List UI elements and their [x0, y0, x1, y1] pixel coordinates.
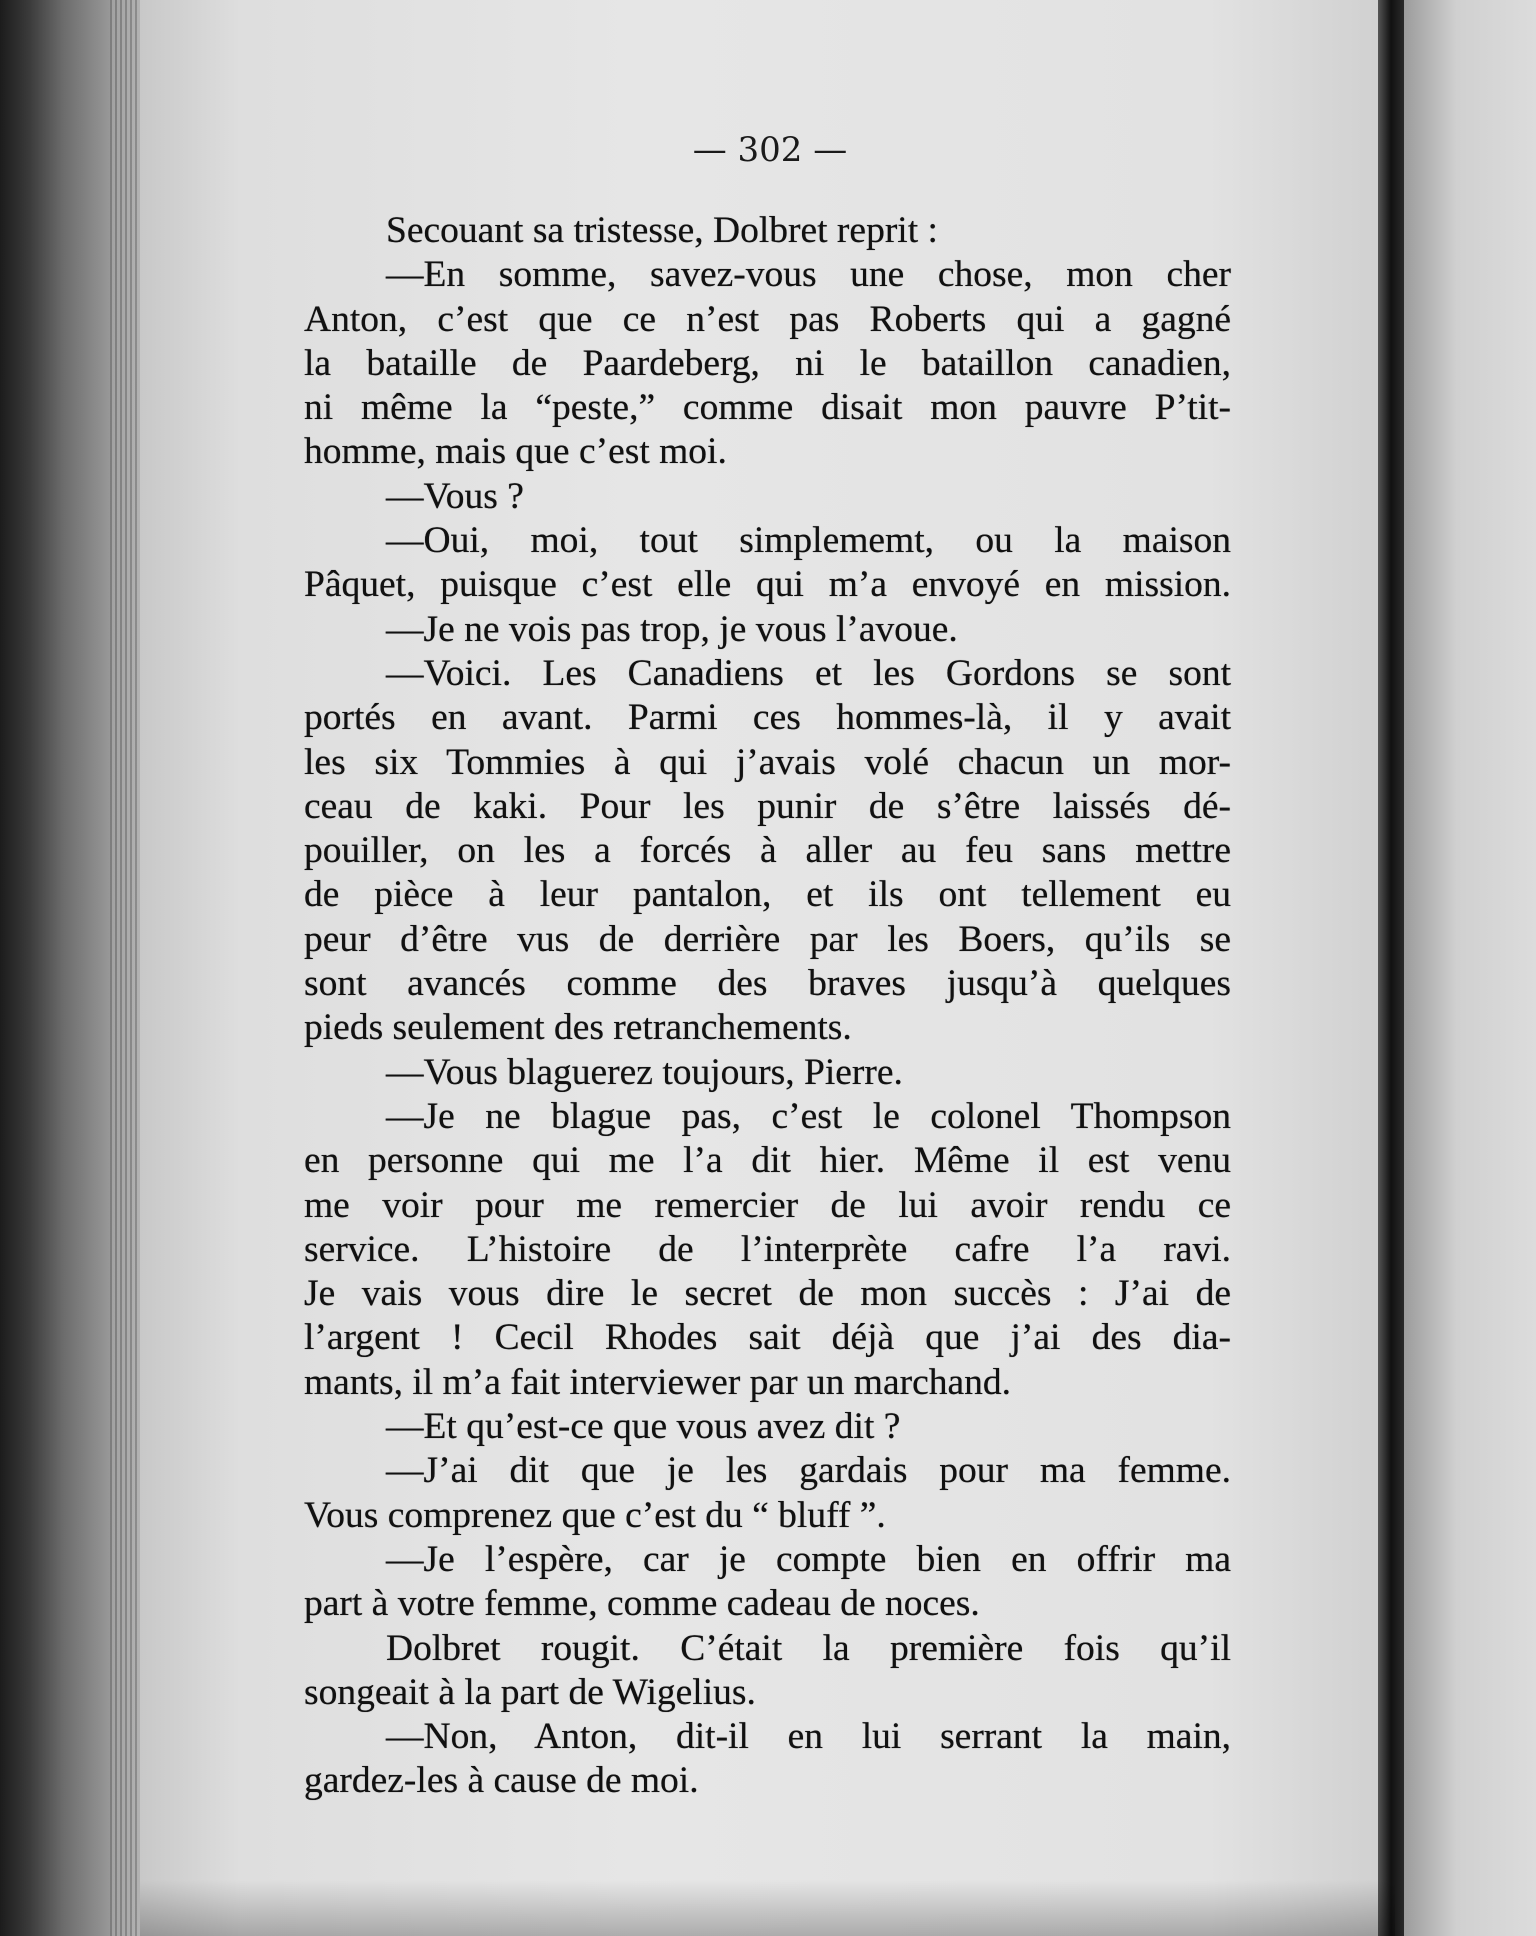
text-line: homme, mais que c’est moi. [304, 431, 727, 473]
text-line: —Je l’espère, car je compte bien en offrir ma [386, 1538, 1231, 1580]
text-line: Pâquet, puisque c’est elle qui m’a envoyé en mission. [304, 564, 1231, 606]
text-line: part à votre femme, comme cadeau de noces. [304, 1583, 980, 1625]
text-line: —Et qu’est-ce que vous avez dit ? [386, 1406, 901, 1448]
text-line: —En somme, savez-vous une chose, mon cher [386, 254, 1231, 296]
body-text [304, 209, 1231, 1804]
text-line: ni même la “peste,” comme disait mon pauvre P’tit- [304, 387, 1231, 429]
text-line: de pièce à leur pantalon, et ils ont tellement eu [304, 874, 1231, 916]
text-line: me voir pour me remercier de lui avoir rendu ce [304, 1184, 1231, 1226]
text-line: mants, il m’a fait interviewer par un marchand. [304, 1361, 1012, 1403]
text-line: —Voici. Les Canadiens et les Gordons se sont [386, 652, 1231, 694]
text-line: Secouant sa tristesse, Dolbret reprit : [386, 210, 938, 251]
text-line: les six Tommies à qui j’avais volé chacun un mor- [304, 741, 1231, 783]
text-line: sont avancés comme des braves jusqu’à quelques [304, 963, 1231, 1005]
text-line: Dolbret rougit. C’était la première fois qu’il [386, 1627, 1231, 1669]
text-line: service. L’histoire de l’interprète cafre l’a ravi. [304, 1228, 1231, 1270]
text-line: Anton, c’est que ce n’est pas Roberts qui a gagné [304, 298, 1231, 340]
text-line: —Vous ? [386, 475, 524, 517]
text-line: pouiller, on les a forcés à aller au feu sans mettre [304, 830, 1231, 872]
text-line: pieds seulement des retranchements. [304, 1007, 852, 1049]
text-line: la bataille de Paardeberg, ni le bataillon canadien, [304, 342, 1231, 384]
binding-gutter [1378, 0, 1404, 1936]
text-line: —Oui, moi, tout simplememt, ou la maison [386, 520, 1231, 562]
text-line: portés en avant. Parmi ces hommes-là, il y avait [304, 697, 1231, 739]
text-line: peur d’être vus de derrière par les Boers, qu’ils se [304, 918, 1231, 960]
text-line: ceau de kaki. Pour les punir de s’être laissés dé- [304, 785, 1231, 827]
text-line: gardez-les à cause de moi. [304, 1760, 699, 1802]
book-page-edges [0, 0, 160, 1936]
page-number: — 302 — [692, 130, 848, 170]
text-line: —Non, Anton, dit-il en lui serrant la main, [386, 1716, 1231, 1758]
text-line: —J’ai dit que je les gardais pour ma femme. [386, 1450, 1231, 1492]
text-line: —Vous blaguerez toujours, Pierre. [386, 1051, 903, 1093]
facing-page-edge [1404, 0, 1536, 1936]
text-line: —Je ne vois pas trop, je vous l’avoue. [386, 608, 958, 650]
text-line: Vous comprenez que c’est du “ bluff ”. [304, 1494, 886, 1536]
text-line: —Je ne blague pas, c’est le colonel Thompson [386, 1095, 1231, 1137]
text-line: songeait à la part de Wigelius. [304, 1671, 756, 1713]
text-line: en personne qui me l’a dit hier. Même il est venu [304, 1140, 1231, 1182]
page-bottom-shadow [140, 1880, 1395, 1936]
text-line: l’argent ! Cecil Rhodes sait déjà que j’ai des dia- [304, 1317, 1231, 1359]
text-line: Je vais vous dire le secret de mon succès : J’ai de [304, 1273, 1231, 1315]
